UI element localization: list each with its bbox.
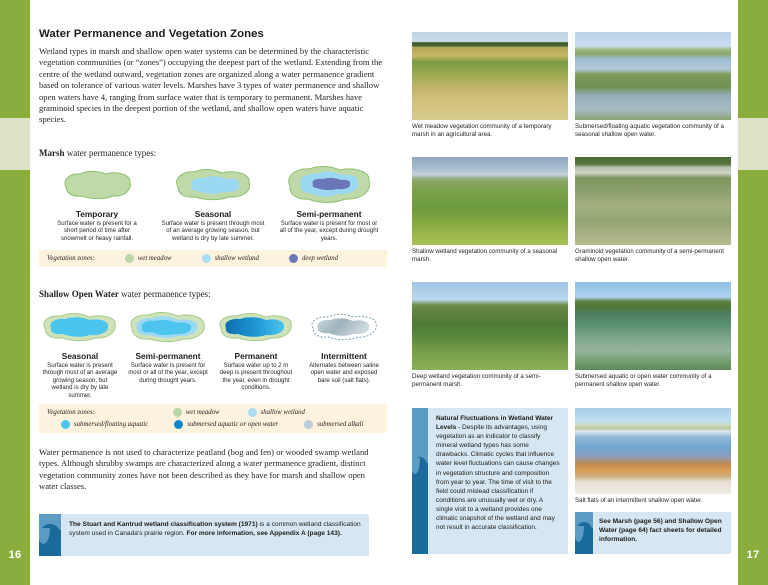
stuart-kantrud-callout [39,514,369,556]
right-page-number: 17 [746,549,760,561]
blob-temporary [58,168,136,202]
photo-submersed-floating-seasonal-sow [575,32,731,120]
sow-semipermanent-diagram [126,306,210,348]
note-title: Natural Fluctuations in Wetland Water Levels [436,415,554,432]
callout-mid: is a common wetland classification system used in Canada's prairie region. [69,521,361,538]
blob-semi-permanent [283,165,375,205]
wave-icon [39,514,61,556]
wave-icon [575,512,593,554]
photo-image [412,157,568,245]
caption-wet-meadow-temporary-marsh: Wet meadow vegetation community of a temporary marsh in an agricultural area. [412,123,552,138]
sow-legend-label: Vegetation zones: [47,409,95,416]
photo-image [575,282,731,370]
marsh-legend [39,250,387,267]
sow-intermittent-diagram [307,306,381,348]
swatch-wet-meadow-icon [173,408,182,417]
marsh-seasonal-desc: Surface water is present through most of an average growing season, but wetland is dry by late summer. [161,220,265,242]
sow-legend-row-2 [47,420,379,429]
sow-legend-item-submersed-floating [61,420,148,429]
see-fact-sheets-callout [575,512,731,554]
marsh-type-seasonal [155,164,271,242]
sow-intermittent-desc: Alternates between saline open water and exposed bare soil (salt flats). [309,362,379,384]
see-fact-sheets-text [593,512,731,554]
note-body-text: - Despite its advantages, using vegetation as an indicator to classify mineral wetland types has some drawbacks. Climatic cycles that influence water level fluctuations can cause changes in vegetation structure and composition from year to year. The time of visit to the field could mislead classification if conditions are unusually wet or dry. A single visit to a wetland provides one climatic snapshot of the wetland and may not result in accurate classification. [436,424,560,532]
sow-semipermanent-title: Semi-permanent [135,351,201,361]
photo-image [575,32,731,120]
left-page [30,0,404,585]
blob-sow-permanent [215,311,297,343]
marsh-legend-item-shallow-wetland [202,254,259,263]
see-fact-sheets-bold: See Marsh (page 56) and Shallow Open Water (page 64) fact sheets for detailed information. [599,518,722,544]
marsh-legend-item-wet-meadow [125,254,172,263]
marsh-legend-item-deep-wetland [289,254,338,263]
right-edge-tab [738,118,768,170]
sow-legend-row-1 [47,408,379,417]
blob-sow-seasonal [39,311,121,343]
right-page [410,0,738,585]
marsh-legend-label: Vegetation zones: [47,255,95,262]
sow-seasonal-desc: Surface water is present through most of an average growing season, but wetland is dry by late summer. [42,362,118,399]
intro-paragraph: Wetland types in marsh and shallow open water systems can be determined by the characteristic vegetation communities (or “zones”) occupying the deepest part of the wetland. Extending from the centre of the wetland outward, vegetation zones are organized along a water permanence gradient based on tolerance of various water levels. Marshes have 3 types of water permanence and shallow open waters have 4, ranging from surface water that is temporary to permanent. Marshes have graminoid species in the deepest portion of the wetland, and shallow open waters have aquatic species. [39,46,383,125]
page-title: Water Permanence and Vegetation Zones [39,28,264,40]
sow-intermittent-title: Intermittent [321,351,367,361]
photo-wet-meadow-temporary-marsh [412,32,568,120]
caption-salt-flats-intermittent-sow: Salt flats of an intermittent shallow open water. [575,497,703,504]
right-edge-bar [738,0,768,585]
sow-type-seasonal [36,306,124,399]
photo-graminoid-semi-permanent-sow [575,157,731,245]
marsh-type-temporary [39,164,155,242]
marsh-legend-text-shallow-wetland: shallow wetland [214,255,259,262]
sow-seasonal-title: Seasonal [61,351,99,361]
photo-image [412,282,568,370]
sow-legend-text-submersed-openwater: submersed aquatic or open water [187,421,279,428]
callout-bold-lead: The Stuart and Kantrud wetland classification system (1971) [69,521,260,528]
sow-legend [39,404,387,433]
sow-type-semi-permanent [124,306,212,384]
sow-type-intermittent [300,306,388,384]
sow-semipermanent-desc: Surface water is present for most or all of the year, except during drought years. [128,362,208,384]
swatch-shallow-wetland-icon [202,254,211,263]
sow-legend-item-submersed-alkali [304,420,363,429]
swatch-wet-meadow-icon [125,254,134,263]
sow-legend-item-shallow-wetland [248,408,305,417]
left-edge-bar [0,0,30,585]
marsh-semipermanent-diagram [283,164,375,206]
caption-graminoid-semi-permanent-sow: Graminoid vegetation community of a semi-permanent shallow open water. [575,248,724,263]
left-edge-tab [0,118,30,170]
photo-image [575,157,731,245]
caption-submersed-floating-seasonal-sow: Submersed/floating aquatic vegetation community of a seasonal shallow open water. [575,123,724,138]
blob-seasonal [170,167,256,203]
marsh-temporary-title: Temporary [75,209,119,219]
swatch-submersed-openwater-icon [174,420,183,429]
marsh-temporary-desc: Surface water is present for a short period of time after snowmelt or heavy rainfall. [57,220,137,242]
callout-bold-end: For more information, see Appendix A (page 143). [186,530,342,538]
sow-permanent-desc: Surface water up to 2 m deep is present throughout the year, even in drought conditions. [219,362,293,392]
natural-fluctuations-note [412,408,568,554]
sow-section-lead [39,289,387,299]
sow-legend-text-shallow-wetland: shallow wetland [260,409,305,416]
marsh-temporary-diagram [58,164,136,206]
sow-permanent-title: Permanent [234,351,278,361]
sow-legend-item-submersed-openwater [174,420,278,429]
swatch-shallow-wetland-icon [248,408,257,417]
swatch-submersed-alkali-icon [304,420,313,429]
marsh-type-semi-permanent [271,164,387,242]
photo-image [412,32,568,120]
left-page-number: 16 [8,549,22,561]
marsh-seasonal-diagram [170,164,256,206]
sow-legend-text-wet-meadow: wet meadow [185,409,220,416]
photo-image [575,408,731,494]
blob-sow-intermittent [307,312,381,342]
marsh-seasonal-title: Seasonal [194,209,232,219]
sow-permanent-diagram [215,306,297,348]
marsh-section-lead [39,148,387,158]
sow-type-permanent [212,306,300,392]
stuart-kantrud-callout-text [61,514,369,556]
natural-fluctuations-text [428,408,568,554]
photo-deep-wetland-semi-permanent-marsh [412,282,568,370]
marsh-lead-rest: water permanence types: [64,148,157,158]
sow-seasonal-diagram [39,306,121,348]
swatch-submersed-floating-icon [61,420,70,429]
swatch-deep-wetland-icon [289,254,298,263]
sow-legend-text-submersed-alkali: submersed alkali [317,421,364,428]
caption-submersed-aquatic-permanent-sow: Submersed aquatic or open water community of a permanent shallow open water. [575,373,712,388]
sow-legend-text-submersed-floating: submersed/floating aquatic [74,421,149,428]
marsh-semipermanent-desc: Surface water is present for most or all of the year, except during drought years. [279,220,379,242]
wave-icon [412,408,428,554]
marsh-legend-text-deep-wetland: deep wetland [301,255,338,262]
sow-label: Shallow Open Water [39,289,119,299]
closing-paragraph: Water permanence is not used to characterize peatland (bog and fen) or wooded swamp wetland types. Although shrubby swamps are characterized along a water permanence gradient, distinct vegetation community zones have not been described as they have for marsh and shallow open water classes. [39,447,369,492]
marsh-semipermanent-title: Semi-permanent [296,209,362,219]
marsh-legend-text-wet-meadow: wet meadow [137,255,172,262]
caption-deep-wetland-semi-permanent-marsh: Deep wetland vegetation community of a semi-permanent marsh. [412,373,541,388]
photo-shallow-wetland-seasonal-marsh [412,157,568,245]
photo-submersed-aquatic-permanent-sow [575,282,731,370]
blob-sow-semi-permanent [126,310,210,344]
caption-shallow-wetland-seasonal-marsh: Shallow wetland vegetation community of a seasonal marsh. [412,248,558,263]
marsh-label: Marsh [39,148,65,158]
sow-lead-rest: water permanence types: [118,289,211,299]
sow-legend-item-wet-meadow [173,408,220,417]
photo-salt-flats-intermittent-sow [575,408,731,494]
wave-shape [412,463,428,554]
